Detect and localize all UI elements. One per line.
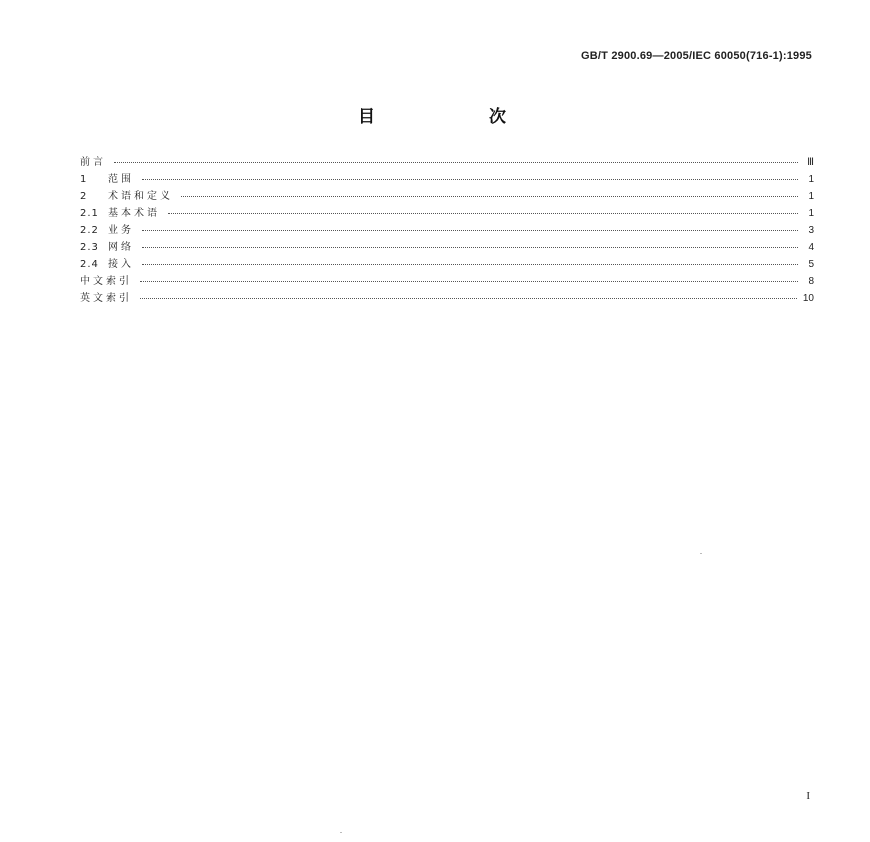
toc-page-number: 1	[808, 208, 814, 219]
toc-entry-terms-definitions[interactable]	[80, 187, 814, 204]
toc-entry-label: 1 范围	[80, 174, 134, 185]
toc-dot-leader	[181, 196, 798, 197]
toc-entry-scope[interactable]	[80, 170, 814, 187]
toc-entry-label: 英文索引	[80, 293, 132, 304]
toc-title: 目 次	[358, 107, 560, 127]
toc-entry-label: 2.3 网络	[80, 242, 134, 253]
toc-entry-chinese-index[interactable]	[80, 272, 814, 289]
toc-page-number: 8	[808, 276, 814, 287]
toc-entry-label: 中文索引	[80, 276, 132, 287]
table-of-contents	[80, 153, 814, 306]
toc-entry-services[interactable]	[80, 221, 814, 238]
toc-page-number: 10	[802, 293, 814, 304]
toc-entry-network[interactable]	[80, 238, 814, 255]
standard-code-header: GB/T 2900.69—2005/IEC 60050(716-1):1995	[581, 50, 812, 62]
toc-entry-foreword[interactable]	[80, 153, 814, 170]
toc-dot-leader	[142, 264, 798, 265]
toc-page-number: 5	[808, 259, 814, 270]
scan-speck	[700, 553, 702, 554]
toc-entry-label: 2 术语和定义	[80, 191, 173, 202]
page-number-footer: I	[806, 790, 810, 802]
toc-page-number: Ⅲ	[807, 157, 814, 168]
toc-dot-leader	[168, 213, 798, 214]
toc-page-number: 1	[808, 191, 814, 202]
toc-page-number: 1	[808, 174, 814, 185]
toc-entry-label: 2.2 业务	[80, 225, 134, 236]
toc-page-number: 3	[808, 225, 814, 236]
toc-page-number: 4	[808, 242, 814, 253]
toc-dot-leader	[142, 247, 798, 248]
toc-entry-english-index[interactable]	[80, 289, 814, 306]
toc-dot-leader	[142, 179, 798, 180]
toc-entry-label: 2.4 接入	[80, 259, 134, 270]
toc-dot-leader	[142, 230, 798, 231]
toc-dot-leader	[114, 162, 798, 163]
scan-speck	[340, 832, 342, 833]
toc-entry-label: 2.1 基本术语	[80, 208, 160, 219]
toc-dot-leader	[140, 298, 797, 299]
toc-entry-access[interactable]	[80, 255, 814, 272]
toc-dot-leader	[140, 281, 798, 282]
toc-entry-basic-terms[interactable]	[80, 204, 814, 221]
toc-entry-label: 前言	[80, 157, 106, 168]
